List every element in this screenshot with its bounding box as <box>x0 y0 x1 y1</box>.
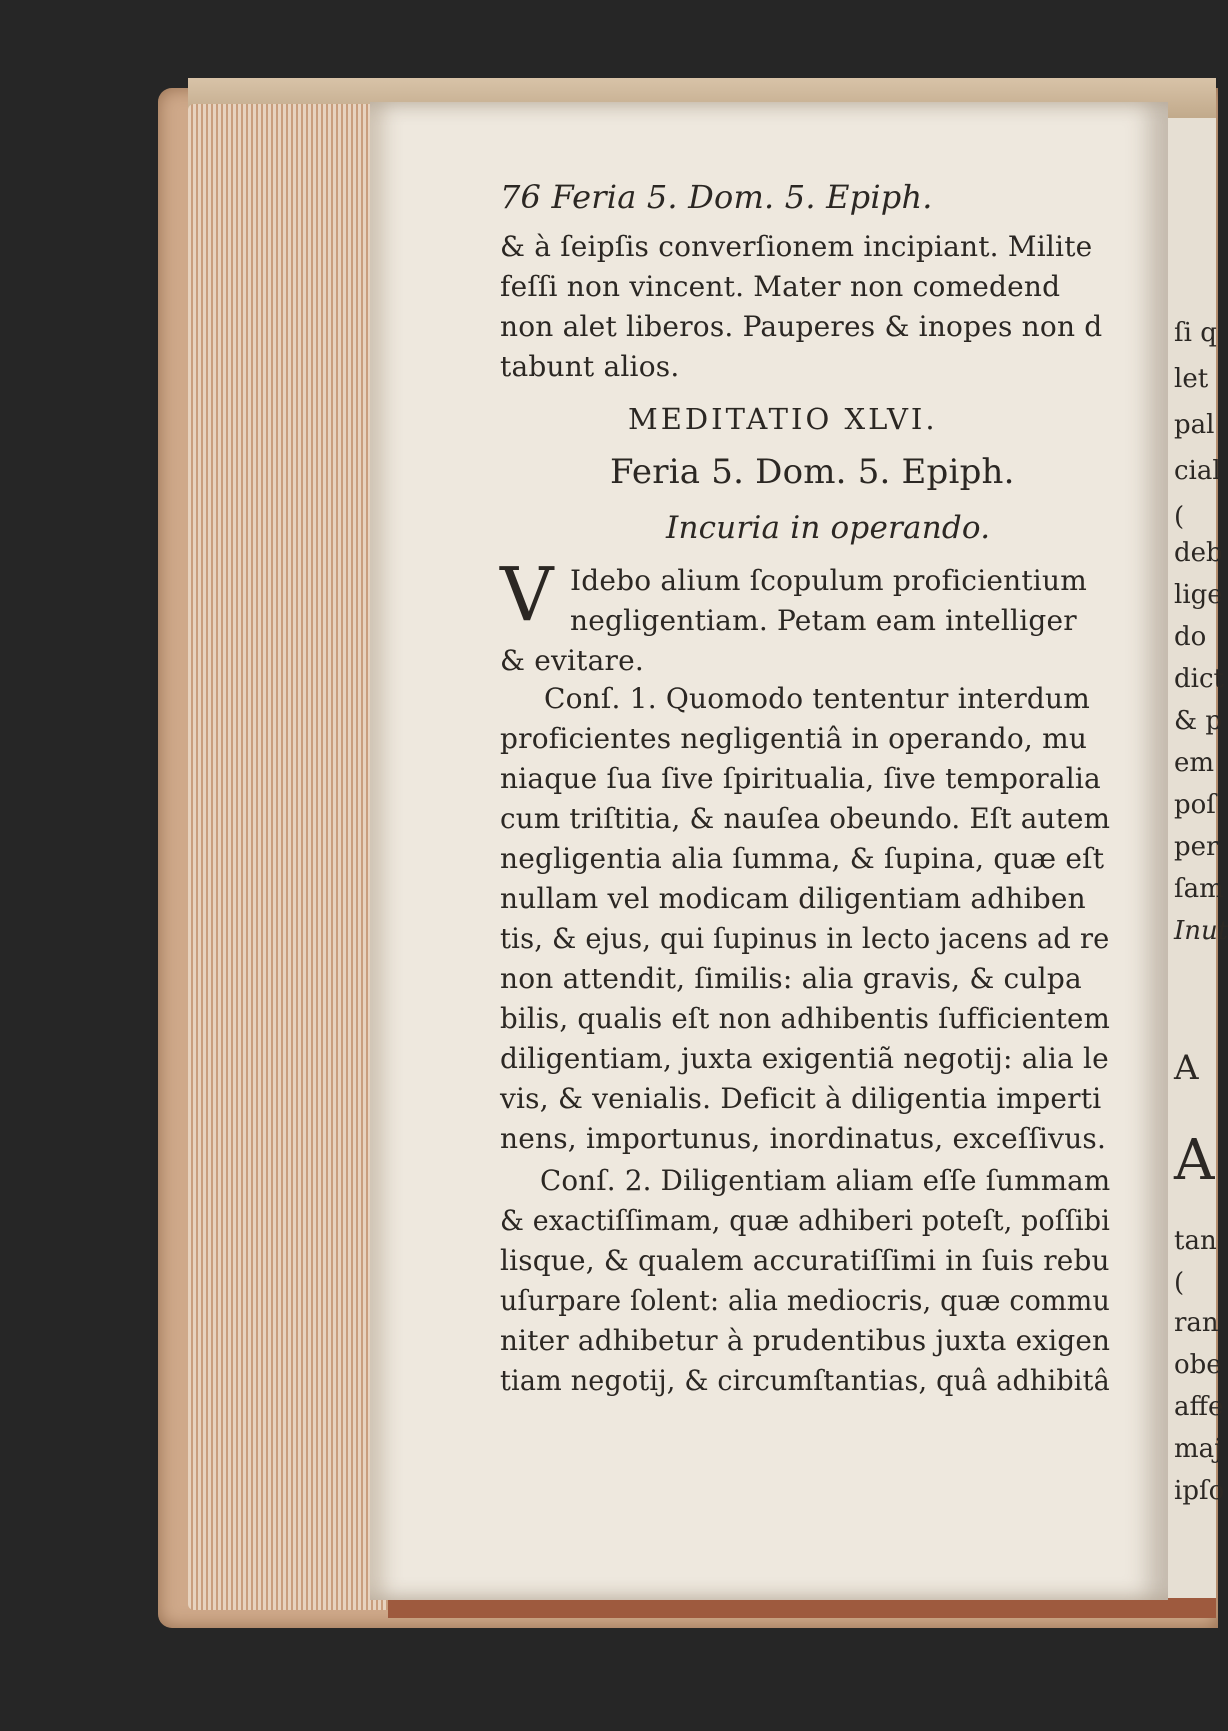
text-line: tabunt alios. <box>500 350 680 383</box>
text-line: feſſi non vincent. Mater non comedend <box>500 270 1061 303</box>
text-line: tis, & ejus, qui ſupinus in lecto jacens ad re <box>500 922 1110 955</box>
next-page-fragment: dict <box>1174 664 1224 694</box>
next-page-fragment: ( <box>1174 502 1185 532</box>
text-line: & evitare. <box>500 644 644 677</box>
next-page-fragment: em <box>1174 748 1215 778</box>
text-line: & à ſeipſis converſionem incipiant. Milite <box>500 230 1093 263</box>
next-page-fragment: ſi q <box>1174 318 1217 348</box>
next-page-fragment: & p <box>1174 706 1223 736</box>
running-header: 76 Feria 5. Dom. 5. Epiph. <box>500 178 933 216</box>
next-page-fragment: A <box>1174 1128 1215 1193</box>
next-page-fragment: do <box>1174 622 1207 652</box>
text-line: tiam negotij, & circumſtantias, quâ adhibitâ <box>500 1364 1110 1397</box>
text-line: Conſ. 2. Diligentiam aliam eſſe ſummam <box>540 1164 1111 1197</box>
text-line: niaque ſua ſive ſpiritualia, ſive temporalia <box>500 762 1101 795</box>
next-page-fragment: pal <box>1174 410 1215 440</box>
next-page-fragment: lige <box>1174 580 1223 610</box>
next-page-fragment: affe <box>1174 1392 1224 1422</box>
next-page-fragment: poſ <box>1174 790 1216 820</box>
text-line: proficientes negligentiâ in operando, mu <box>500 722 1088 755</box>
text-line: nens, importunus, inordinatus, exceſſivus. <box>500 1122 1107 1155</box>
drop-cap: V <box>500 552 554 638</box>
next-page-fragment: cial <box>1174 456 1221 486</box>
text-line: non alet liberos. Pauperes & inopes non d <box>500 310 1103 343</box>
next-page-fragment: tan <box>1174 1226 1217 1256</box>
next-page-fragment: deb <box>1174 538 1223 568</box>
text-line: nullam vel modicam diligentiam adhiben <box>500 882 1086 915</box>
next-page-fragment: ipſo <box>1174 1476 1225 1506</box>
meditation-feria: Feria 5. Dom. 5. Epiph. <box>610 452 1015 492</box>
meditation-subtitle: Incuria in operando. <box>666 510 991 546</box>
next-page-fragment: ( <box>1174 1268 1185 1298</box>
text-line: uſurpare ſolent: alia mediocris, quæ commu <box>500 1284 1111 1317</box>
text-line: negligentiam. Petam eam intelliger <box>570 604 1077 637</box>
text-line: non attendit, ſimilis: alia gravis, & culpa <box>500 962 1082 995</box>
right-page-edge <box>1168 118 1228 1598</box>
text-line: vis, & venialis. Deficit à diligentia imperti <box>500 1082 1102 1115</box>
next-page-fragment: per <box>1174 832 1219 862</box>
next-page-fragment: let <box>1174 364 1209 394</box>
intro-paragraph <box>500 552 1140 688</box>
text-line: diligentiam, juxta exigentiã negotij: alia le <box>500 1042 1109 1075</box>
text-line: negligentia alia ſumma, & ſupina, quæ eſt <box>500 842 1105 875</box>
text-line: bilis, qualis eſt non adhibentis ſufficientem <box>500 1002 1110 1035</box>
meditation-title: MEDITATIO XLVI. <box>628 402 938 436</box>
text-line: cum triſtitia, & nauſea obeundo. Eſt autem <box>500 802 1111 835</box>
next-page-fragment: maj <box>1174 1434 1223 1464</box>
next-page-fragment: ſam <box>1174 874 1224 904</box>
next-page-fragment: A <box>1174 1048 1199 1088</box>
next-page-fragment: Inut <box>1174 916 1228 946</box>
next-page-fragment: obe <box>1174 1350 1222 1380</box>
text-line: Idebo alium ſcopulum proficientium <box>570 564 1087 597</box>
text-line: & exactiſſimam, quæ adhiberi poteſt, poſſibi <box>500 1204 1110 1237</box>
next-page-fragment: ran <box>1174 1308 1219 1338</box>
text-line: lisque, & qualem accuratiſſimi in ſuis rebu <box>500 1244 1110 1277</box>
text-line: Conſ. 1. Quomodo tententur interdum <box>544 682 1091 715</box>
text-line: niter adhibetur à prudentibus juxta exigen <box>500 1324 1111 1357</box>
